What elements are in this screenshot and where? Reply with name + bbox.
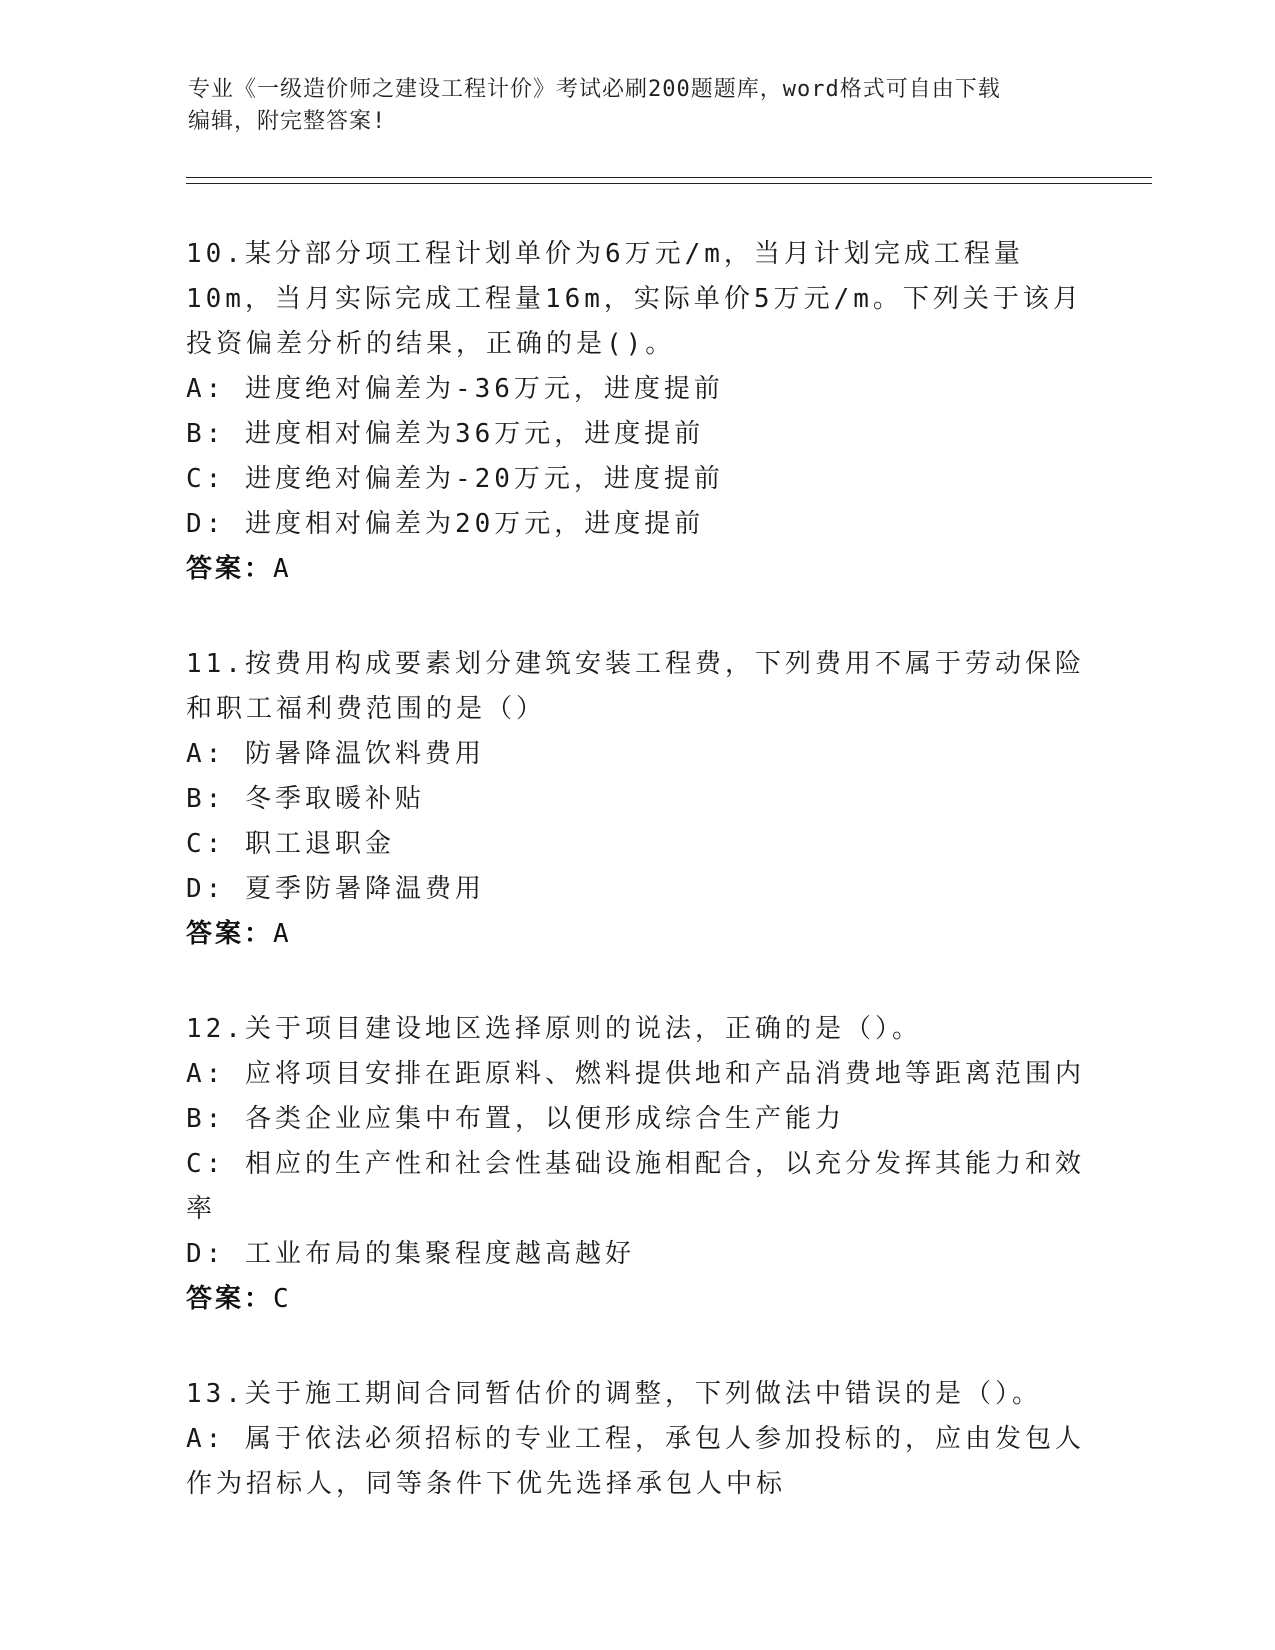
answer-line: [186, 1277, 1106, 1322]
option-a: A: 属于依法必须招标的专业工程，承包人参加投标的，应由发包人作为招标人，同等条件下优先选择承包人中标: [186, 1424, 1085, 1499]
answer-line: [186, 912, 1106, 957]
option-c: C: 进度绝对偏差为-20万元，进度提前: [186, 464, 724, 494]
question-text: 10.某分部分项工程计划单价为6万元/m，当月计划完成工程量10m，当月实际完成工程量16m，实际单价5万元/m。下列关于该月投资偏差分析的结果，正确的是()。: [186, 239, 1083, 359]
question-12: [186, 1007, 1106, 1322]
option-d: D: 夏季防暑降温费用: [186, 874, 485, 904]
question-text: 11.按费用构成要素划分建筑安装工程费，下列费用不属于劳动保险和职工福利费范围的是（）: [186, 649, 1085, 724]
answer-line: [186, 547, 1106, 592]
option-d: D: 进度相对偏差为20万元，进度提前: [186, 509, 705, 539]
answer-label: 答案：: [186, 1284, 274, 1314]
option-b: B: 进度相对偏差为36万元，进度提前: [186, 419, 705, 449]
answer-label: 答案：: [186, 919, 274, 949]
document-header: [188, 74, 1088, 138]
question-11: [186, 642, 1106, 957]
option-a: A: 应将项目安排在距原料、燃料提供地和产品消费地等距离范围内: [186, 1059, 1085, 1089]
question-list: [186, 232, 1106, 1557]
question-text: 12.关于项目建设地区选择原则的说法，正确的是（）。: [186, 1014, 922, 1044]
question-13: [186, 1372, 1106, 1507]
option-d: D: 工业布局的集聚程度越高越好: [186, 1239, 635, 1269]
answer-label: 答案：: [186, 554, 274, 584]
question-text: 13.关于施工期间合同暂估价的调整，下列做法中错误的是（）。: [186, 1379, 1042, 1409]
option-c: C: 职工退职金: [186, 829, 395, 859]
header-line-1: 专业《一级造价师之建设工程计价》考试必刷200题题库，word格式可自由下载: [188, 77, 1001, 102]
question-10: [186, 232, 1106, 592]
header-divider: [186, 177, 1152, 184]
option-a: A: 进度绝对偏差为-36万元，进度提前: [186, 374, 724, 404]
answer-value: A: [273, 554, 291, 584]
option-a: A: 防暑降温饮料费用: [186, 739, 485, 769]
answer-value: A: [273, 919, 291, 949]
answer-value: C: [273, 1284, 291, 1314]
header-line-2: 编辑，附完整答案!: [188, 109, 387, 134]
option-b: B: 冬季取暖补贴: [186, 784, 425, 814]
option-c: C: 相应的生产性和社会性基础设施相配合，以充分发挥其能力和效率: [186, 1149, 1085, 1224]
option-b: B: 各类企业应集中布置，以便形成综合生产能力: [186, 1104, 845, 1134]
